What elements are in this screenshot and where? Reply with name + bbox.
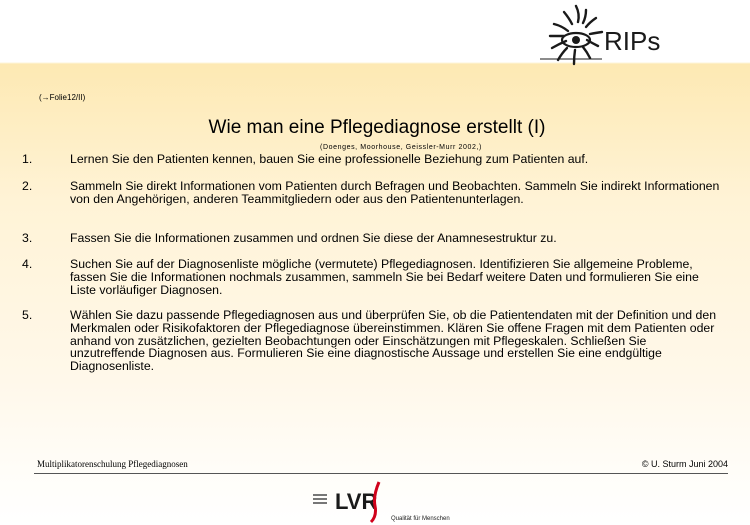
list-item-text: Wählen Sie dazu passende Pflegediagnosen aus und überprüfen Sie, ob die Patientendaten mit der Definition und den Merkmalen oder Risikofaktoren der Pflegediagnose übereinstimmen. Klären Sie offene Fragen mit dem Patienten oder anhand von zusätzlichen, gezielten Beobachtungen oder Einschätzungen mit Pflegeskalen. Schließen Sie unzutreffende Diagnosen aus. Formulieren Sie eine diagnostische Aussage und erstellen Sie eine endgültige Diagnosenliste. bbox=[70, 308, 717, 374]
list-item bbox=[22, 309, 722, 373]
list-item-number: 3. bbox=[22, 231, 33, 245]
list-item-text: Lernen Sie den Patienten kennen, bauen Sie eine professionelle Beziehung zum Patienten auf. bbox=[70, 152, 589, 166]
list-item bbox=[22, 258, 722, 296]
lvr-logo-text: LVR bbox=[335, 489, 378, 514]
slide-reference: (→Folie12/II) bbox=[39, 93, 86, 102]
list-item bbox=[22, 180, 722, 206]
list-item bbox=[22, 232, 722, 245]
list-item-text: Fassen Sie die Informationen zusammen und ordnen Sie diese der Anamnesestruktur zu. bbox=[70, 231, 557, 245]
lvr-logo bbox=[305, 478, 465, 524]
footer-divider bbox=[34, 473, 728, 474]
slide-title: Wie man eine Pflegediagnose erstellt (I) bbox=[208, 117, 546, 138]
sun-eye-icon bbox=[550, 6, 602, 64]
list-item-number: 1. bbox=[22, 152, 33, 166]
rips-logo bbox=[540, 4, 660, 66]
lvr-caption: Qualität für Menschen bbox=[391, 516, 450, 522]
list-item-number: 2. bbox=[22, 179, 33, 193]
footer-course-title: Multiplikatorenschulung Pflegediagnosen bbox=[37, 459, 188, 469]
rips-logo-text: RIPs bbox=[604, 26, 660, 56]
footer-copyright: © U. Sturm Juni 2004 bbox=[641, 459, 728, 469]
list-item-text: Sammeln Sie direkt Informationen vom Patienten durch Befragen und Beobachten. Sammeln Sie indirekt Informationen von den Angehörigen, anderen Teammitgliedern oder aus den Patientenunterlagen. bbox=[70, 179, 720, 206]
list-item-text: Suchen Sie auf der Diagnosenliste mögliche (vermutete) Pflegediagnosen. Identifizieren Sie allgemeine Probleme, fassen Sie die Informationen nochmals zusammen, sammeln Sie bei Bedarf weitere Daten und formulieren Sie eine Liste vorläufiger Diagnosen. bbox=[70, 257, 699, 297]
slide-source: (Doenges, Moorhouse, Geissler-Murr 2002,) bbox=[320, 144, 482, 151]
list-item bbox=[22, 153, 722, 166]
list-item-number: 4. bbox=[22, 257, 33, 271]
lvr-emblem-icon bbox=[313, 494, 327, 504]
list-item-number: 5. bbox=[22, 308, 33, 322]
